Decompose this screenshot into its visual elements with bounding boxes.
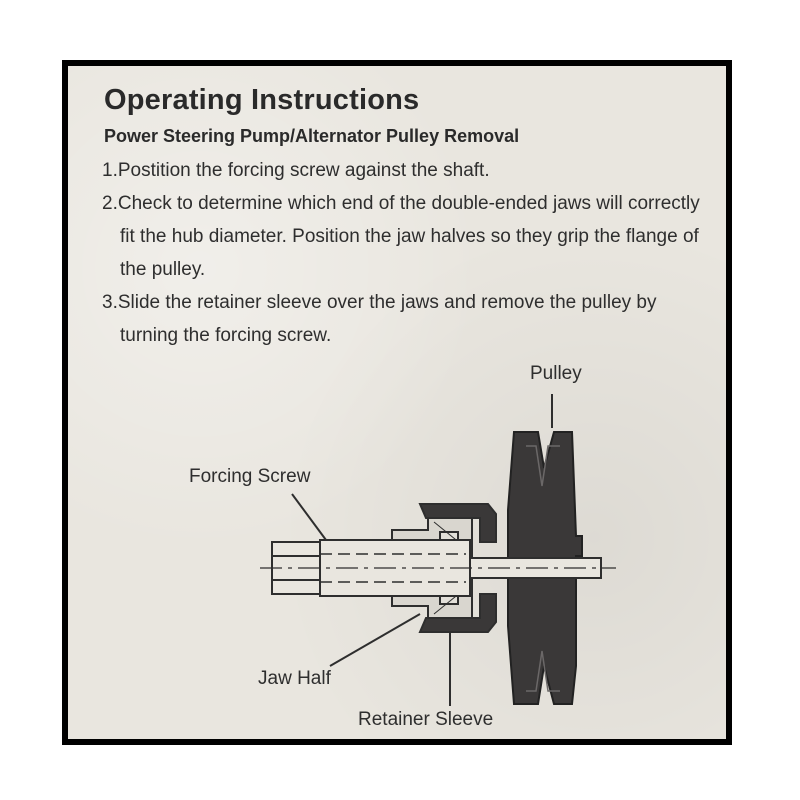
step-1: 1.Postition the forcing screw against the shaft. [102,160,490,181]
jaw-half-leader [330,614,420,666]
forcing-screw-leader [292,494,326,540]
page-subtitle: Power Steering Pump/Alternator Pulley Removal [104,126,520,146]
pulley-label: Pulley [530,363,582,384]
page-border [62,60,732,745]
forcing-screw-label: Forcing Screw [189,466,311,487]
step-2: 2.Check to determine which end of the double-ended jaws will correctly fit the hub diameter. Position the jaw halves so they grip the flange of the pulley. [102,193,700,280]
page-title: Operating Instructions [104,84,420,116]
retainer-sleeve-label: Retainer Sleeve [358,709,494,730]
pulley-removal-diagram [68,66,726,739]
jaw-half-label: Jaw Half [258,668,331,689]
step-3: 3.Slide the retainer sleeve over the jaws and remove the pulley by turning the forcing screw. [102,292,657,346]
instruction-sheet [68,66,726,739]
